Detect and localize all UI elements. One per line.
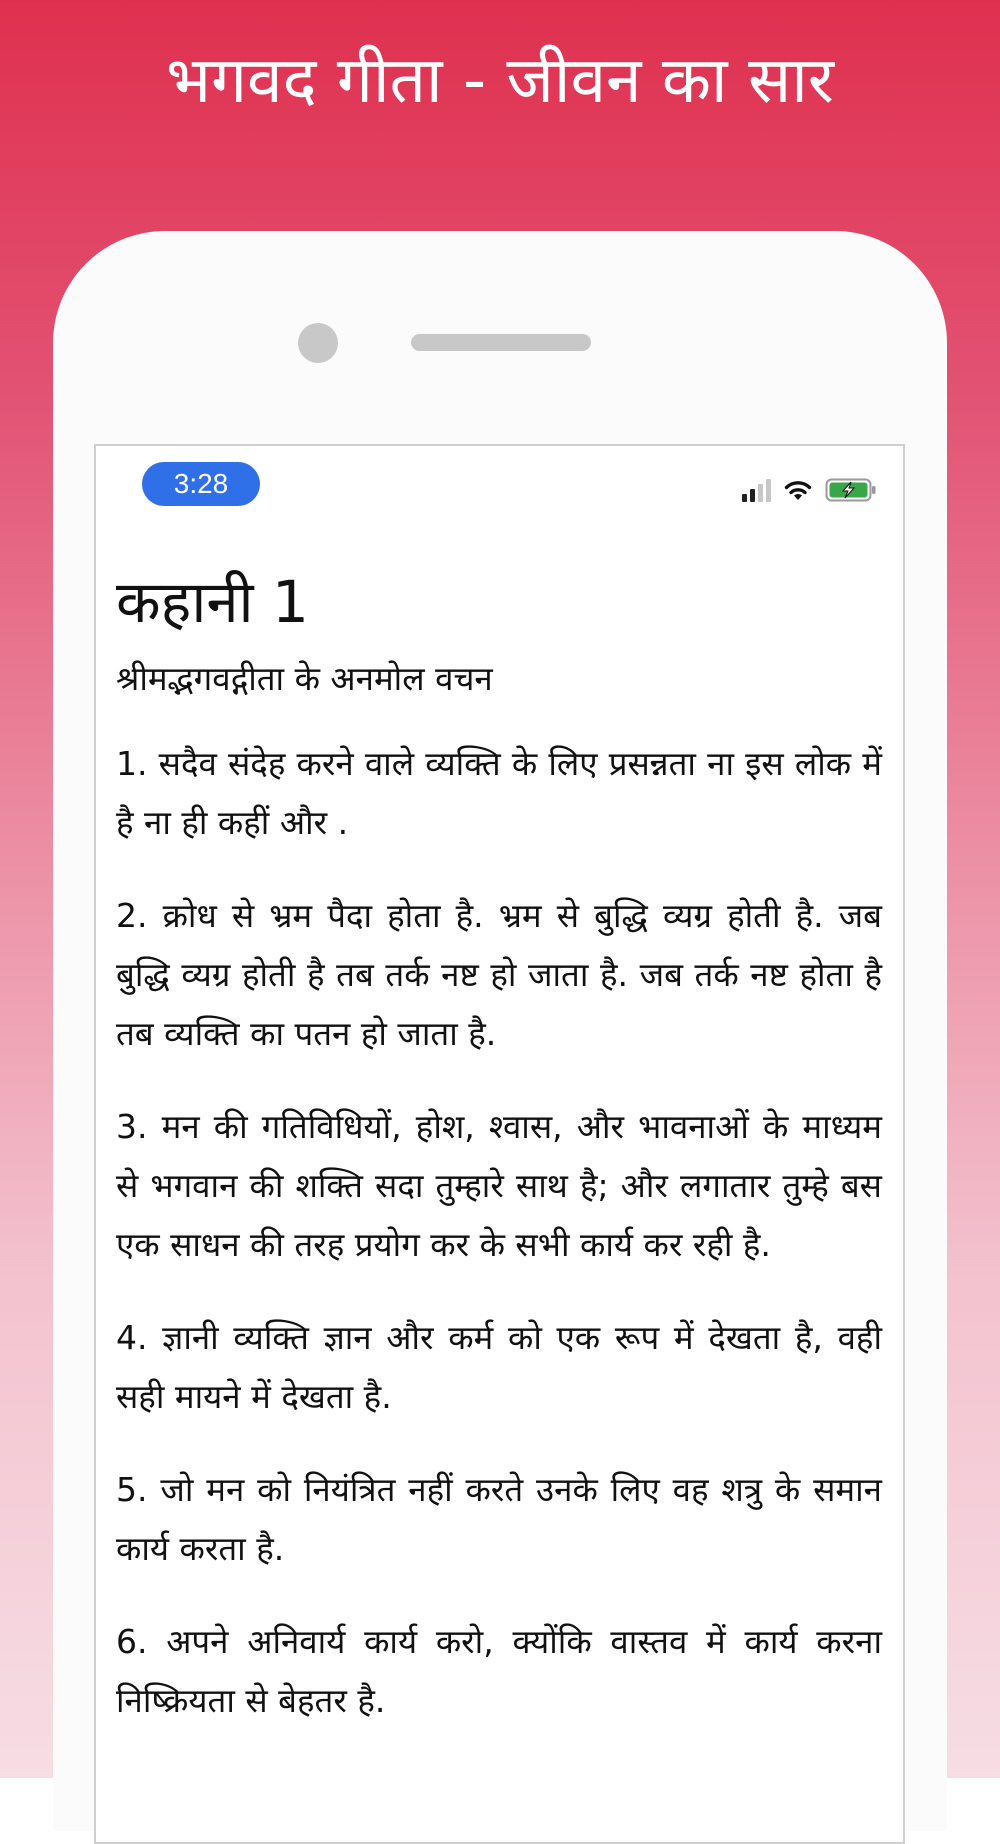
quote-paragraph-4: 4. ज्ञानी व्यक्ति ज्ञान और कर्म को एक रूप में देखता है, वही सही मायने में देखता है. xyxy=(116,1318,882,1416)
quote-paragraph-5: 5. जो मन को नियंत्रित नहीं करते उनके लिए वह शत्रु के समान कार्य करता है. xyxy=(116,1470,882,1568)
status-icons xyxy=(742,476,877,502)
phone-speaker xyxy=(411,334,591,351)
quote-paragraph-2: 2. क्रोध से भ्रम पैदा होता है. भ्रम से बुद्धि व्यग्र होती है. जब बुद्धि व्यग्र होती है तब तर्क नष्ट हो जाता है. जब तर्क नष्ट होता है तब व्यक्ति का पतन हो जाता है. xyxy=(116,896,882,1053)
phone-camera xyxy=(298,323,338,363)
status-time: 3:28 xyxy=(142,462,260,506)
wifi-icon xyxy=(783,478,813,502)
story-subtitle: श्रीमद्भगवद्गीता के अनमोल वचन xyxy=(116,659,493,698)
quote-paragraph-1: 1. सदैव संदेह करने वाले व्यक्ति के लिए प्रसन्नता ना इस लोक में है ना ही कहीं और . xyxy=(116,744,882,842)
app-view xyxy=(96,446,903,1842)
cellular-signal-icon xyxy=(742,478,771,502)
quote-paragraph-3: 3. मन की गतिविधियों, होश, श्वास, और भावनाओं के माध्यम से भगवान की शक्ति सदा तुम्हारे साथ है; और लगातार तुम्हे बस एक साधन की तरह प्रयोग कर के सभी कार्य कर रही है. xyxy=(116,1107,882,1264)
battery-charging-icon xyxy=(825,478,877,502)
story-content xyxy=(116,566,882,1764)
story-title: कहानी 1 xyxy=(116,568,309,636)
quote-paragraph-6: 6. अपने अनिवार्य कार्य करो, क्योंकि वास्तव में कार्य करना निष्क्रियता से बेहतर है. xyxy=(116,1622,882,1720)
promo-title: भगवद गीता - जीवन का सार xyxy=(166,44,834,118)
phone-screen xyxy=(94,444,905,1844)
